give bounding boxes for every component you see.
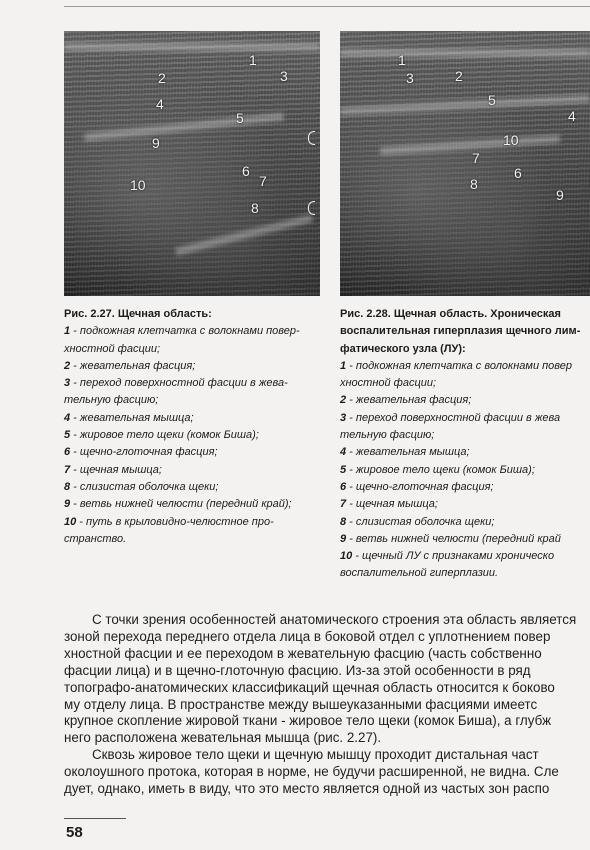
caption-line: воспалительной гиперплазии. <box>340 567 499 580</box>
caption-line: странство. <box>64 532 127 545</box>
fig1-label: 7 <box>259 173 267 189</box>
body-text <box>64 612 590 798</box>
body-line: него расположена жевательная мышца (рис. 2.27). <box>64 730 382 746</box>
body-line: крупное скопление жировой ткани - жировое тело щеки (комок Биша), а глубж <box>64 713 552 729</box>
caption-line: 8 - слизистая оболочка щеки; <box>340 515 495 528</box>
caption-line: 8 - слизистая оболочка щеки; <box>64 480 219 493</box>
caption-line: 9 - ветвь нижней челюсти (передний край); <box>64 498 292 511</box>
footer-rule <box>64 818 126 819</box>
caption-line: 3 - переход поверхностной фасции в жева <box>340 411 561 424</box>
depth-marker-icon <box>308 131 315 145</box>
skin-echo-band <box>340 49 590 57</box>
caption-title-line: воспалительная гиперплазия щечного лим- <box>340 325 581 338</box>
fig1-label: 1 <box>249 52 257 68</box>
header-rule <box>64 6 590 7</box>
caption-line: 2 - жевательная фасция; <box>64 359 196 372</box>
caption-line: 6 - щечно-глоточная фасция; <box>340 480 494 493</box>
fascia-echo-band <box>340 94 590 115</box>
caption-line: 2 - жевательная фасция; <box>340 394 472 407</box>
caption-line: 5 - жировое тело щеки (комок Биша); <box>340 463 535 476</box>
figure-caption-2-27 <box>64 306 326 548</box>
body-line: хностной фасции и ее переходом в жевательную фасцию (часть собственно <box>64 645 542 661</box>
body-line: дует, однако, иметь в виду, что это место является одной из частых зон распо <box>64 781 550 797</box>
body-line: топографо-анатомических классификаций щечная область относится к боково <box>64 679 555 695</box>
body-line: фасции лица) и в щечно-глоточную фасцию. Из-за этой особенности в ряд <box>64 662 531 678</box>
fig1-label: 8 <box>251 200 259 216</box>
muscle-echo-band <box>380 132 560 156</box>
caption-line: хностной фасции; <box>340 377 437 390</box>
caption-title-line: Рис. 2.28. Щечная область. Хроническая <box>340 308 561 320</box>
caption-line: 4 - жевательная мышца; <box>64 411 194 424</box>
fig1-label: 6 <box>242 163 250 179</box>
caption-line: 5 - жировое тело щеки (комок Биша); <box>64 429 259 442</box>
skin-echo-band <box>64 43 320 51</box>
mucosa-echo-band <box>175 214 313 256</box>
fig1-label: 4 <box>156 96 164 112</box>
body-line: околоушного протока, которая в норме, не будучи расширенной, не видна. Сле <box>64 764 559 780</box>
fig2-label: 10 <box>503 132 519 148</box>
caption-line: 1 - подкожная клетчатка с волокнами повер <box>340 359 573 372</box>
caption-line: тельную фасцию; <box>340 429 435 442</box>
fig2-label: 3 <box>406 70 414 86</box>
figure-caption-2-28 <box>340 306 590 583</box>
focus-marker-icon <box>308 201 315 215</box>
fig1-label: 5 <box>236 110 244 126</box>
caption-line: тельную фасцию; <box>64 394 159 407</box>
caption-line: 7 - щечная мышца; <box>340 498 438 511</box>
caption-line: хностной фасции; <box>64 342 161 355</box>
caption-line: 10 - щечный ЛУ с признаками хроническо <box>340 550 555 563</box>
fig2-label: 5 <box>488 92 496 108</box>
fig2-label: 1 <box>398 52 406 68</box>
fig2-label: 2 <box>455 68 463 84</box>
body-line: С точки зрения особенностей анатомического строения эта область является <box>92 612 577 627</box>
fig1-label: 2 <box>158 70 166 86</box>
caption-line: 7 - щечная мышца; <box>64 463 162 476</box>
fig2-label: 4 <box>568 108 576 124</box>
caption-line: 9 - ветвь нижней челюсти (передний край <box>340 532 561 545</box>
caption-line: 3 - переход поверхностной фасции в жева- <box>64 377 288 390</box>
fig2-label: 9 <box>556 187 564 203</box>
caption-line: 6 - щечно-глоточная фасция; <box>64 446 218 459</box>
body-line: Сквозь жировое тело щеки и щечную мышцу проходит дистальная част <box>92 747 539 763</box>
body-line: зоной перехода переднего отдела лица в боковой отдел с уплотнением повер <box>64 628 551 644</box>
fig2-label: 6 <box>514 165 522 181</box>
fig1-label: 9 <box>152 135 160 151</box>
caption-line: 10 - путь в крыловидно-челюстное про- <box>64 515 274 528</box>
caption-line: 4 - жевательная мышца; <box>340 446 470 459</box>
fascia-echo-band <box>84 110 284 142</box>
ultrasound-image-fig-2-28 <box>340 31 590 296</box>
caption-title: Рис. 2.27. Щечная область: <box>64 308 212 320</box>
ultrasound-image-fig-2-27 <box>64 31 320 296</box>
fig1-label: 3 <box>280 68 288 84</box>
fig2-label: 8 <box>470 176 478 192</box>
body-line: му отделу лица. В пространстве между вышеуказанными фасциями имеетс <box>64 696 538 712</box>
caption-title-line: фатического узла (ЛУ): <box>340 342 466 355</box>
caption-line: 1 - подкожная клетчатка с волокнами повер- <box>64 325 300 338</box>
page-number: 58 <box>66 824 83 841</box>
fig2-label: 7 <box>472 150 480 166</box>
fig1-label: 10 <box>130 177 146 193</box>
